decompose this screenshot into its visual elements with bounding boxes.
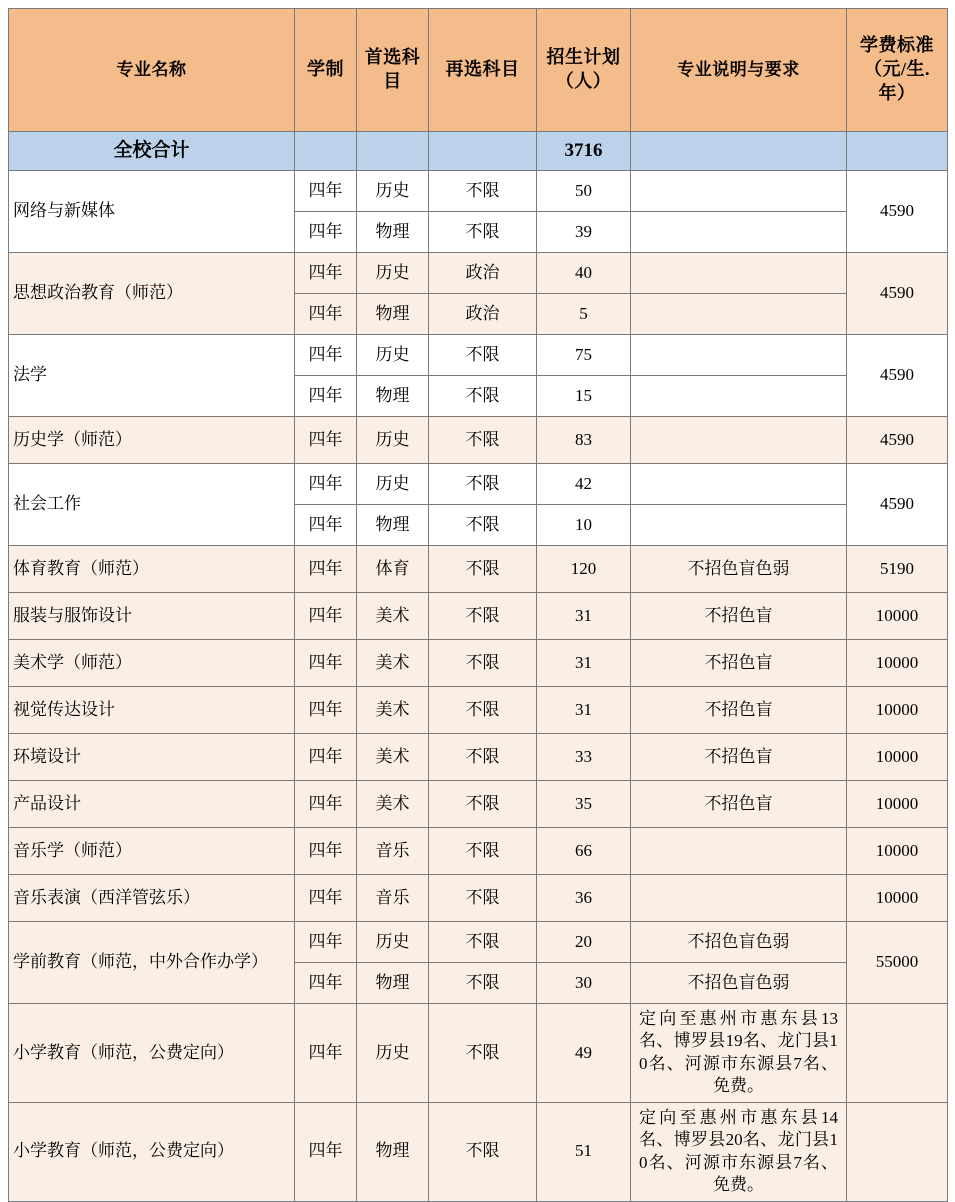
cell-years: 四年: [295, 376, 357, 417]
cell-major-name: 思想政治教育（师范）: [9, 253, 295, 335]
cell-first-subject: 美术: [357, 781, 429, 828]
cell-major-name: 产品设计: [9, 781, 295, 828]
cell-first-subject: 美术: [357, 687, 429, 734]
cell-note: [631, 212, 847, 253]
cell-first-subject: 音乐: [357, 828, 429, 875]
cell-years: 四年: [295, 212, 357, 253]
table-body: [9, 132, 948, 1202]
cell-first-subject: 物理: [357, 376, 429, 417]
cell-note: 不招色盲色弱: [631, 546, 847, 593]
cell-second-subject: 不限: [429, 464, 537, 505]
header-years: 学制: [295, 9, 357, 132]
cell-plan-count: 49: [537, 1004, 631, 1103]
cell-note: 定向至惠州市惠东县13名、博罗县19名、龙门县10名、河源市东源县7名、免费。: [631, 1004, 847, 1103]
cell-plan-count: 75: [537, 335, 631, 376]
cell-major-name: 音乐学（师范）: [9, 828, 295, 875]
cell-major-name: 历史学（师范）: [9, 417, 295, 464]
header-major: 专业名称: [9, 9, 295, 132]
cell-first-subject: 历史: [357, 253, 429, 294]
cell-plan-count: 15: [537, 376, 631, 417]
cell-first-subject: 物理: [357, 963, 429, 1004]
table-row: [9, 593, 948, 640]
cell-second-subject: 不限: [429, 171, 537, 212]
cell-second-subject: 不限: [429, 212, 537, 253]
table-row: [9, 640, 948, 687]
cell-second-subject: 不限: [429, 505, 537, 546]
cell-tuition: 4590: [847, 335, 948, 417]
cell-major-name: 音乐表演（西洋管弦乐）: [9, 875, 295, 922]
cell-major-name: 网络与新媒体: [9, 171, 295, 253]
cell-note: [631, 417, 847, 464]
cell-note: 不招色盲: [631, 640, 847, 687]
cell-tuition: 4590: [847, 253, 948, 335]
cell-years: 四年: [295, 734, 357, 781]
cell-tuition: 55000: [847, 922, 948, 1004]
cell-years: 四年: [295, 335, 357, 376]
total-label: 全校合计: [9, 132, 295, 171]
cell-second-subject: 不限: [429, 781, 537, 828]
cell-major-name: 环境设计: [9, 734, 295, 781]
cell-major-name: 体育教育（师范）: [9, 546, 295, 593]
cell-note: 不招色盲色弱: [631, 922, 847, 963]
cell-first-subject: 历史: [357, 1004, 429, 1103]
table-row: [9, 734, 948, 781]
cell-second-subject: 不限: [429, 593, 537, 640]
cell-years: 四年: [295, 922, 357, 963]
table-row: [9, 253, 948, 294]
cell-second-subject: 不限: [429, 376, 537, 417]
cell-years: 四年: [295, 963, 357, 1004]
cell-tuition: 10000: [847, 593, 948, 640]
cell-plan-count: 10: [537, 505, 631, 546]
cell-years: 四年: [295, 417, 357, 464]
cell-first-subject: 美术: [357, 734, 429, 781]
table-row: [9, 781, 948, 828]
cell-tuition: 4590: [847, 417, 948, 464]
cell-note: [631, 335, 847, 376]
cell-note: 不招色盲: [631, 734, 847, 781]
cell-plan-count: 31: [537, 593, 631, 640]
cell-note: 不招色盲: [631, 687, 847, 734]
cell-plan-count: 36: [537, 875, 631, 922]
cell-note: 不招色盲: [631, 593, 847, 640]
cell-tuition: [847, 1102, 948, 1201]
cell-second-subject: 不限: [429, 417, 537, 464]
cell-plan-count: 35: [537, 781, 631, 828]
cell-plan-count: 20: [537, 922, 631, 963]
cell-note: [631, 253, 847, 294]
cell-second-subject: 不限: [429, 875, 537, 922]
header-first-subject: 首选科目: [357, 9, 429, 132]
cell-plan-count: 83: [537, 417, 631, 464]
cell-tuition: 10000: [847, 781, 948, 828]
cell-years: 四年: [295, 546, 357, 593]
cell-plan-count: 5: [537, 294, 631, 335]
total-row: [9, 132, 948, 171]
cell-first-subject: 音乐: [357, 875, 429, 922]
table-row: [9, 687, 948, 734]
cell-tuition: 10000: [847, 640, 948, 687]
cell-second-subject: 不限: [429, 1004, 537, 1103]
table-header: [9, 9, 948, 132]
cell-major-name: 小学教育（师范，公费定向）: [9, 1102, 295, 1201]
cell-note: 不招色盲色弱: [631, 963, 847, 1004]
cell-years: 四年: [295, 1102, 357, 1201]
cell-note: 不招色盲: [631, 781, 847, 828]
cell-tuition: 10000: [847, 687, 948, 734]
cell-major-name: 小学教育（师范，公费定向）: [9, 1004, 295, 1103]
cell-first-subject: 历史: [357, 464, 429, 505]
header-row: [9, 9, 948, 132]
total-first-subject: [357, 132, 429, 171]
table-row: [9, 828, 948, 875]
cell-major-name: 美术学（师范）: [9, 640, 295, 687]
cell-plan-count: 39: [537, 212, 631, 253]
cell-years: 四年: [295, 875, 357, 922]
cell-tuition: 4590: [847, 464, 948, 546]
cell-first-subject: 历史: [357, 922, 429, 963]
cell-first-subject: 体育: [357, 546, 429, 593]
cell-tuition: 5190: [847, 546, 948, 593]
cell-note: 定向至惠州市惠东县14名、博罗县20名、龙门县10名、河源市东源县7名、免费。: [631, 1102, 847, 1201]
cell-second-subject: 不限: [429, 734, 537, 781]
cell-note: [631, 171, 847, 212]
total-second-subject: [429, 132, 537, 171]
header-plan-count: 招生计划（人）: [537, 9, 631, 132]
cell-plan-count: 51: [537, 1102, 631, 1201]
cell-second-subject: 不限: [429, 640, 537, 687]
cell-years: 四年: [295, 1004, 357, 1103]
cell-first-subject: 物理: [357, 212, 429, 253]
cell-tuition: 10000: [847, 875, 948, 922]
header-tuition: 学费标准（元/生.年）: [847, 9, 948, 132]
header-second-subject: 再选科目: [429, 9, 537, 132]
table-row: [9, 875, 948, 922]
cell-years: 四年: [295, 294, 357, 335]
table-row: [9, 1004, 948, 1103]
header-notes: 专业说明与要求: [631, 9, 847, 132]
cell-first-subject: 物理: [357, 1102, 429, 1201]
cell-plan-count: 31: [537, 687, 631, 734]
cell-years: 四年: [295, 828, 357, 875]
cell-first-subject: 物理: [357, 294, 429, 335]
cell-major-name: 社会工作: [9, 464, 295, 546]
cell-plan-count: 31: [537, 640, 631, 687]
cell-tuition: 4590: [847, 171, 948, 253]
table-row: [9, 335, 948, 376]
cell-plan-count: 120: [537, 546, 631, 593]
cell-plan-count: 50: [537, 171, 631, 212]
cell-years: 四年: [295, 687, 357, 734]
cell-note: [631, 828, 847, 875]
cell-plan-count: 40: [537, 253, 631, 294]
cell-first-subject: 历史: [357, 171, 429, 212]
total-years: [295, 132, 357, 171]
cell-note: [631, 464, 847, 505]
cell-tuition: [847, 1004, 948, 1103]
cell-tuition: 10000: [847, 734, 948, 781]
cell-plan-count: 42: [537, 464, 631, 505]
cell-second-subject: 不限: [429, 687, 537, 734]
table-row: [9, 922, 948, 963]
cell-note: [631, 505, 847, 546]
cell-second-subject: 不限: [429, 828, 537, 875]
total-notes: [631, 132, 847, 171]
cell-years: 四年: [295, 593, 357, 640]
cell-years: 四年: [295, 781, 357, 828]
cell-second-subject: 不限: [429, 963, 537, 1004]
cell-first-subject: 美术: [357, 593, 429, 640]
cell-major-name: 视觉传达设计: [9, 687, 295, 734]
cell-years: 四年: [295, 505, 357, 546]
cell-note: [631, 875, 847, 922]
cell-years: 四年: [295, 640, 357, 687]
cell-major-name: 服装与服饰设计: [9, 593, 295, 640]
cell-major-name: 法学: [9, 335, 295, 417]
cell-first-subject: 历史: [357, 417, 429, 464]
table-row: [9, 1102, 948, 1201]
cell-tuition: 10000: [847, 828, 948, 875]
cell-note: [631, 376, 847, 417]
total-plan-count: 3716: [537, 132, 631, 171]
cell-second-subject: 政治: [429, 253, 537, 294]
cell-second-subject: 不限: [429, 1102, 537, 1201]
cell-note: [631, 294, 847, 335]
cell-plan-count: 30: [537, 963, 631, 1004]
cell-years: 四年: [295, 171, 357, 212]
cell-first-subject: 物理: [357, 505, 429, 546]
table-row: [9, 464, 948, 505]
cell-second-subject: 不限: [429, 922, 537, 963]
cell-years: 四年: [295, 464, 357, 505]
cell-second-subject: 不限: [429, 335, 537, 376]
cell-plan-count: 33: [537, 734, 631, 781]
cell-plan-count: 66: [537, 828, 631, 875]
table-row: [9, 417, 948, 464]
cell-major-name: 学前教育（师范，中外合作办学）: [9, 922, 295, 1004]
enrollment-plan-table: [8, 8, 948, 1202]
cell-years: 四年: [295, 253, 357, 294]
table-row: [9, 171, 948, 212]
total-tuition: [847, 132, 948, 171]
cell-first-subject: 美术: [357, 640, 429, 687]
cell-second-subject: 不限: [429, 546, 537, 593]
cell-first-subject: 历史: [357, 335, 429, 376]
cell-second-subject: 政治: [429, 294, 537, 335]
table-row: [9, 546, 948, 593]
